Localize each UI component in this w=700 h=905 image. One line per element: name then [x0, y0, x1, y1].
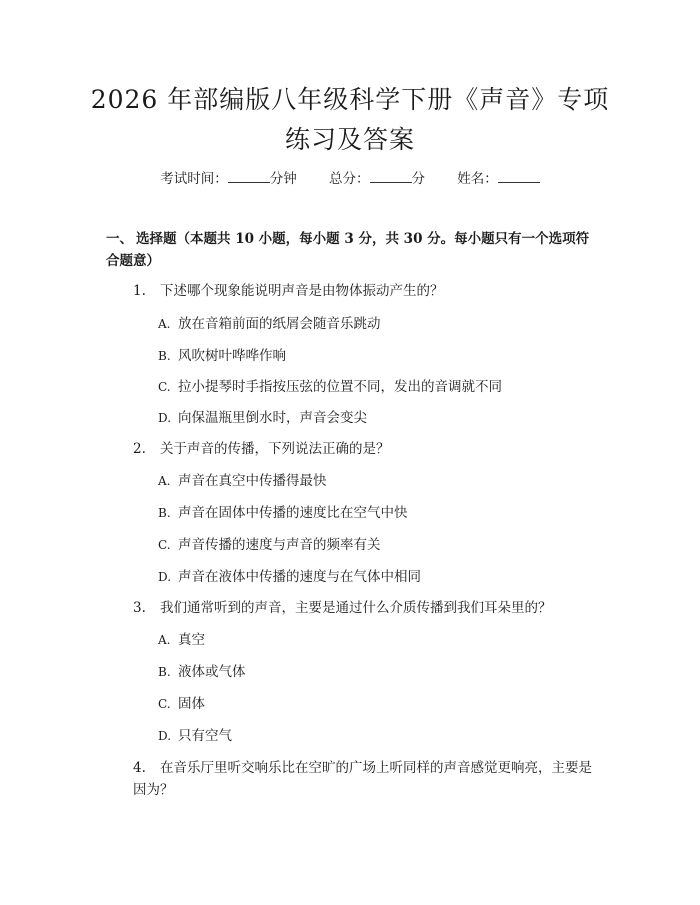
- exam-time-field: [160, 168, 297, 189]
- option-text: 放在音箱前面的纸屑会随音乐跳动: [178, 316, 381, 332]
- option-letter: D.: [158, 729, 172, 743]
- question-3-option-d: [158, 725, 232, 747]
- question-2: [133, 438, 390, 460]
- total-score-unit: 分: [411, 171, 425, 187]
- option-text: 向保温瓶里倒水时，声音会变尖: [178, 410, 367, 426]
- total-score-label: 总分：: [329, 171, 370, 187]
- name-label: 姓名：: [457, 171, 498, 187]
- question-number: 1.: [133, 283, 146, 299]
- title-line-1: 2026 年部编版八年级科学下册《声音》专项: [90, 85, 610, 114]
- option-letter: B.: [158, 506, 171, 520]
- option-letter: C.: [158, 538, 171, 552]
- question-1-option-a: [158, 313, 381, 335]
- question-1: [133, 280, 444, 302]
- page-title: [60, 80, 640, 160]
- option-text: 真空: [178, 632, 205, 648]
- question-2-option-a: [158, 470, 327, 492]
- total-score-field: [329, 168, 425, 189]
- question-number: 3.: [133, 600, 146, 616]
- question-1-option-b: [158, 345, 286, 367]
- name-field: [457, 168, 540, 189]
- option-text: 拉小提琴时手指按压弦的位置不同，发出的音调就不同: [178, 379, 502, 395]
- option-text: 液体或气体: [178, 664, 246, 680]
- total-score-blank[interactable]: [370, 168, 412, 183]
- option-letter: A.: [158, 633, 171, 647]
- section-heading: [106, 228, 596, 272]
- exam-time-label: 考试时间：: [160, 171, 228, 187]
- option-text: 声音在固体中传播的速度比在空气中快: [178, 505, 408, 521]
- exam-time-blank[interactable]: [228, 168, 270, 183]
- question-number: 2.: [133, 441, 146, 457]
- option-letter: D.: [158, 570, 172, 584]
- question-text-line-1: 在音乐厅里听交响乐比在空旷的广场上听同样的声音感觉更响亮，主要是: [160, 760, 592, 776]
- option-letter: C.: [158, 380, 171, 394]
- option-text: 声音传播的速度与声音的频率有关: [178, 537, 381, 553]
- question-4: [133, 757, 592, 779]
- section-number: 一、: [106, 231, 133, 247]
- option-text: 声音在液体中传播的速度与在气体中相同: [178, 569, 421, 585]
- exam-info-row: [0, 168, 700, 189]
- question-text-line-2: 因为？: [133, 782, 174, 798]
- option-letter: D.: [158, 411, 172, 425]
- option-letter: B.: [158, 349, 171, 363]
- question-3-option-c: [158, 693, 205, 715]
- option-letter: A.: [158, 474, 171, 488]
- question-2-option-c: [158, 534, 381, 556]
- question-text: 下述哪个现象能说明声音是由物体振动产生的？: [160, 283, 444, 299]
- name-blank[interactable]: [498, 168, 540, 183]
- option-letter: C.: [158, 697, 171, 711]
- exam-time-unit: 分钟: [269, 171, 297, 187]
- question-3-option-a: [158, 629, 205, 651]
- option-text: 只有空气: [178, 728, 232, 744]
- question-3: [133, 597, 552, 619]
- question-3-option-b: [158, 661, 246, 683]
- question-1-option-d: [158, 407, 367, 429]
- option-letter: A.: [158, 317, 171, 331]
- option-letter: B.: [158, 665, 171, 679]
- question-number: 4.: [133, 760, 146, 776]
- question-2-option-b: [158, 502, 408, 524]
- question-1-option-c: [158, 376, 502, 398]
- question-text: 我们通常听到的声音，主要是通过什么介质传播到我们耳朵里的？: [160, 600, 552, 616]
- title-line-2: 练习及答案: [284, 125, 415, 154]
- question-4-continuation: [133, 779, 174, 801]
- question-2-option-d: [158, 566, 421, 588]
- option-text: 声音在真空中传播得最快: [178, 473, 327, 489]
- question-text: 关于声音的传播，下列说法正确的是？: [160, 441, 390, 457]
- option-text: 风吹树叶哗哗作响: [178, 348, 286, 364]
- section-heading-text: 选择题（本题共 10 小题，每小题 3 分，共 30 分。每小题只有一个选项符合题意）: [106, 231, 590, 269]
- option-text: 固体: [178, 696, 205, 712]
